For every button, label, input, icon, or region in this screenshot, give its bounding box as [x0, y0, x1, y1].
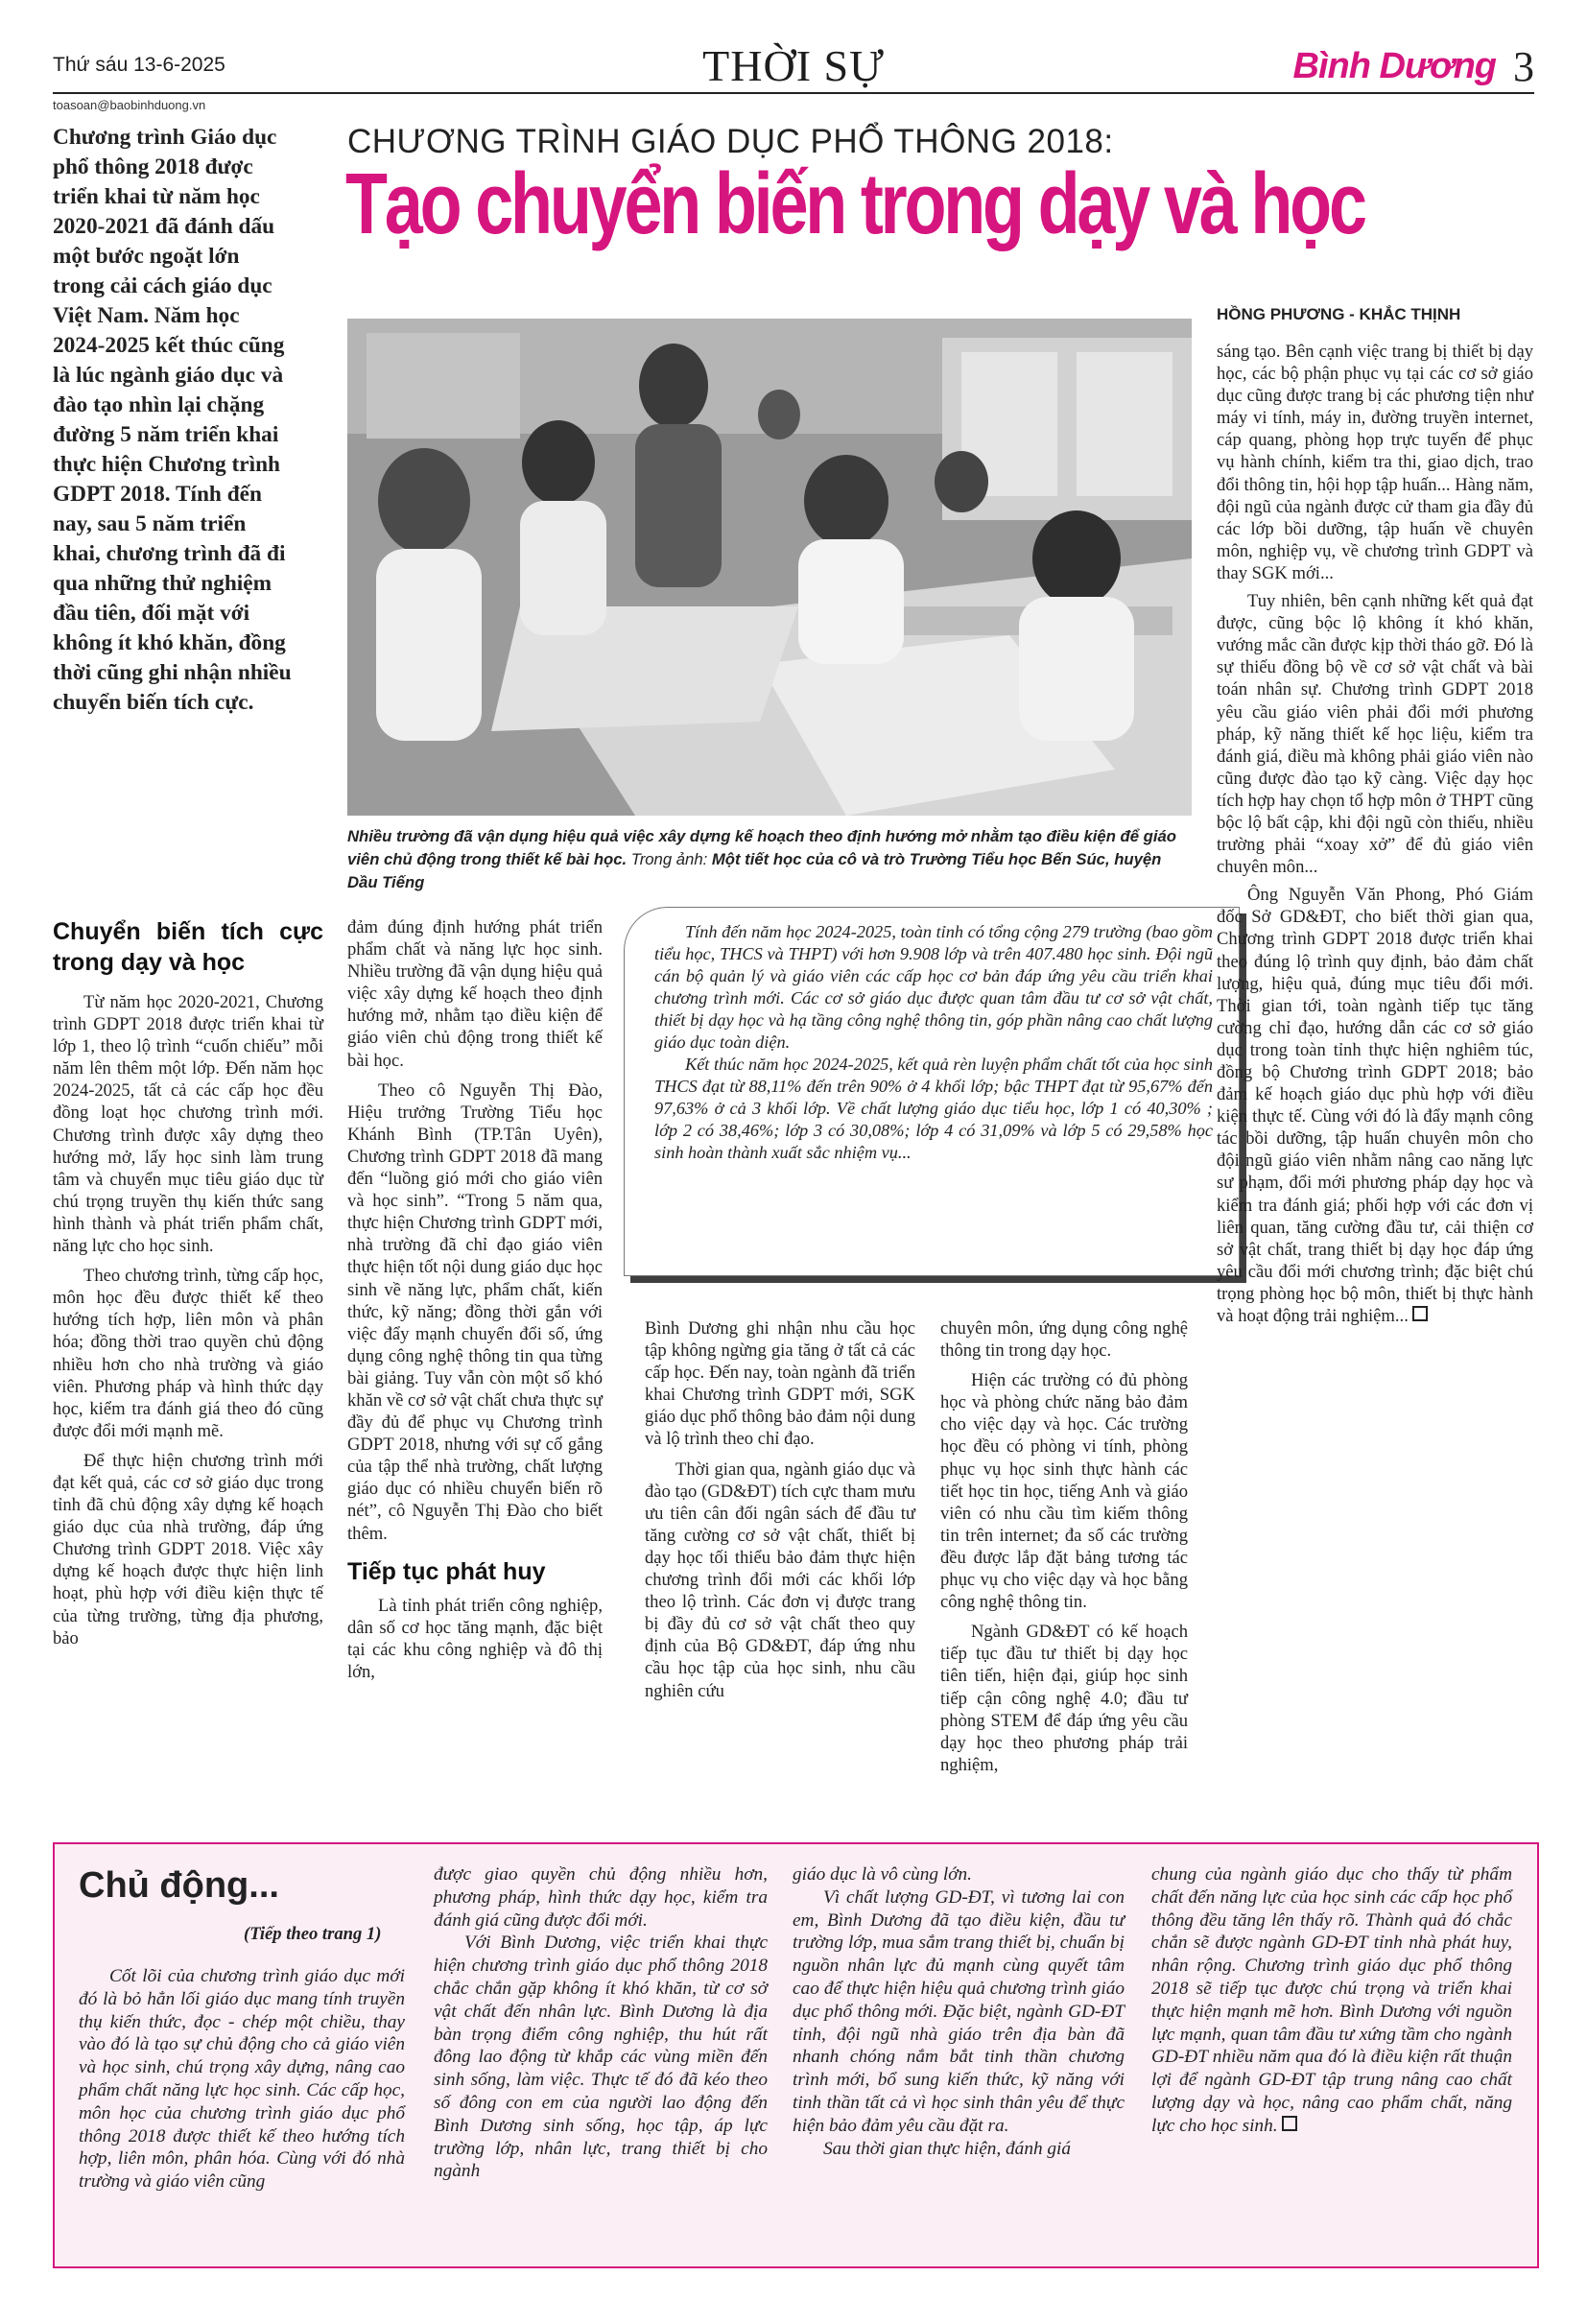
- paragraph: Tuy nhiên, bên cạnh những kết quả đạt được, cũng bộc lộ không ít khó khăn, vướng mắc cần được kịp thời tháo gỡ. Đó là sự thiếu đồng bộ về cơ sở vật chất và bài toán nhân sự. Chương trình GDPT 2018 yêu cầu giáo viên phải đổi mới phương pháp, kỹ năng thiết kế học liệu, kiểm tra đánh giá, điều mà không phải giáo viên nào cũng được đào tạo kỹ càng. Việc dạy học tích hợp hay chọn tổ hợp môn ở THPT cũng bộc lộ bất cập, khi đội ngũ còn thiếu, nhiều trường phải “xoay xở” để đủ giáo viên chuyên môn...: [1217, 591, 1533, 878]
- paragraph: được giao quyền chủ động nhiều hơn, phương pháp, hình thức dạy học, kiểm tra đánh giá cũng được đổi mới.: [434, 1864, 768, 1931]
- paragraph: Với Bình Dương, việc triển khai thực hiện chương trình giáo dục phổ thông 2018 chắc chắn gặp không ít khó khăn, từ cơ sở vật chất đến nhân lực. Bình Dương là địa bàn trọng điểm công nghiệp, thu hút rất đông lao động từ khắp các vùng miền đến sinh sống, làm việc. Thực tế đó đã kéo theo số đông con em của người lao động đến Bình Dương sinh sống, học tập, áp lực trường lớp, nhân lực, trang thiết bị cho ngành: [434, 1933, 768, 2182]
- column-1: [53, 916, 323, 1649]
- paragraph: Hiện các trường có đủ phòng học và phòng chức năng bảo đảm cho việc dạy và học. Các trường học đều có phòng vi tính, phòng phục vụ học sinh thực hành các tiết học tin học, tiếng Anh và giáo viên có nhu cầu tìm kiếm thông tin trên internet; đa số các trường đều được lắp đặt bảng tương tác phục vụ cho việc dạy và học bằng công nghệ thông tin.: [940, 1370, 1188, 1613]
- subhead-chuyen-bien: Chuyển biến tích cực trong dạy và học: [53, 918, 323, 976]
- factbox: [654, 921, 1213, 1164]
- paragraph: Để thực hiện chương trình mới đạt kết quả, các cơ sở giáo dục trong tỉnh đã chủ động xây dựng kế hoạch giáo dục của nhà trường, đáp ứng Chương trình GDPT 2018. Việc xây dựng kế hoạch được thực hiện linh hoạt, phù hợp với điều kiện thực tế của từng trường, từng địa phương, bảo: [53, 1450, 323, 1648]
- chu-dong-column-1: [79, 1965, 405, 2194]
- paragraph: giáo dục là vô cùng lớn.: [793, 1864, 973, 1885]
- paragraph: chuyên môn, ứng dụng công nghệ thông tin trong dạy học.: [940, 1318, 1188, 1362]
- end-mark-icon: [1412, 1306, 1428, 1321]
- paragraph: Sau thời gian thực hiện, đánh giá: [823, 2138, 1072, 2159]
- paragraph: Thời gian qua, ngành giáo dục và đào tạo (GD&ĐT) tích cực tham mưu ưu tiên cân đối ngân sách để đầu tư tăng cường cơ sở vật chất, thiết bị dạy học tối thiểu bảo đảm thực hiện chương trình đổi mới các khối lớp theo lộ trình. Các đơn vị được trang bị đầy đủ cơ sở vật chất theo quy định của Bộ GD&ĐT, đáp ứng nhu cầu học tập của học sinh, nhu cầu nghiên cứu: [645, 1458, 915, 1701]
- header-rule: [53, 92, 1534, 94]
- subhead-tiep-tuc: Tiếp tục phát huy: [347, 1557, 546, 1585]
- paragraph: Bình Dương ghi nhận nhu cầu học tập không ngừng gia tăng ở tất cả các cấp học. Đến nay, toàn ngành đã triển khai Chương trình GDPT mới, SGK giáo dục phổ thông bảo đảm nội dung và lộ trình theo chỉ đạo.: [645, 1318, 915, 1450]
- chu-dong-title: Chủ động...: [79, 1865, 279, 1906]
- paragraph: Theo cô Nguyễn Thị Đào, Hiệu trưởng Trường Tiểu học Khánh Bình (TP.Tân Uyên), Chương trình GDPT 2018 đã mang đến “luồng gió mới cho giáo viên và học sinh”. “Trong 5 năm qua, thực hiện Chương trình GDPT mới, nhà trường đã chỉ đạo giáo viên thực hiện tốt nội dung giáo dục học sinh về năng lực, phẩm chất, kiến thức, kỹ năng; đồng thời gắn với việc đẩy mạnh chuyển đổi số, ứng dụng công nghệ thông tin qua từng bài giảng. Tuy vẫn còn một số khó khăn về cơ sở vật chất chưa thực sự đầy đủ để phục vụ Chương trình GDPT 2018, nhưng với sự cố gắng của tập thể nhà trường, chất lượng giáo dục có nhiều chuyển biến rõ nét”, cô Nguyễn Thị Đào cho biết thêm.: [347, 1079, 603, 1544]
- column-5: [1217, 341, 1533, 1327]
- classroom-photo: [347, 319, 1192, 816]
- paragraph: đảm đúng định hướng phát triển phẩm chất và năng lực học sinh. Nhiều trường đã vận dụng hiệu quả việc xây dựng kế hoạch theo định hướng mở, nhằm tạo điều kiện để giáo viên chủ động trong thiết kế bài học.: [347, 917, 603, 1071]
- section-title: THỜI SỰ: [702, 41, 885, 90]
- paragraph: Ngành GD&ĐT có kế hoạch tiếp tục đầu tư thiết bị dạy học tiên tiến, hiện đại, giúp học sinh tiếp cận công nghệ 4.0; đầu tư phòng STEM để đáp ứng yêu cầu dạy học theo phương pháp trải nghiệm,: [940, 1622, 1188, 1775]
- factbox-paragraph: Kết thúc năm học 2024-2025, kết quả rèn luyện phẩm chất tốt của học sinh THCS đạt từ 88,11% đến trên 90% ở 4 khối lớp; bậc THPT đạt từ 95,67% đến 97,63% ở cả 3 khối lớp. Về chất lượng giáo dục tiểu học, lớp 1 có 40,30% ; lớp 2 có 38,46%; lớp 3 có 30,08%; lớp 4 có 31,09% và lớp 5 có 29,58% học sinh hoàn thành xuất sắc nhiệm vụ...: [654, 1055, 1213, 1162]
- brand-logo: Bình Dương: [1292, 46, 1496, 86]
- column-2: [347, 916, 603, 1683]
- article-lede: Chương trình Giáo dục phổ thông 2018 được triển khai từ năm học 2020-2021 đã đánh dấu một bước ngoặt lớn trong cải cách giáo dục Việt Nam. Năm học 2024-2025 kết thúc cũng là lúc ngành giáo dục và đào tạo nhìn lại chặng đường 5 năm triển khai thực hiện Chương trình GDPT 2018. Tính đến nay, sau 5 năm triển khai, chương trình đã đi qua những thử nghiệm đầu tiên, đối mặt với không ít khó khăn, đồng thời cũng ghi nhận nhiều chuyển biến tích cực.: [53, 125, 292, 715]
- paragraph: [1217, 884, 1533, 1327]
- paragraph: Vì chất lượng GD-ĐT, vì tương lai con em, Bình Dương đã tạo điều kiện, đầu tư trường lớp, mua sắm trang thiết bị, chuẩn bị nguồn nhân lực đủ mạnh cùng quyết tâm cao để thực hiện hiệu quả chương trình giáo dục phổ thông mới. Đặc biệt, ngành GD-ĐT tỉnh, đội ngũ nhà giáo trên địa bàn đã nhanh chóng nắm bắt tinh thần chương trình mới, bổ sung kiến thức, kỹ năng với tinh thần tất cả vì học sinh thân yêu để thực hiện bảo đảm yêu cầu đặt ra.: [793, 1886, 1125, 2136]
- factbox-paragraph: Tính đến năm học 2024-2025, toàn tỉnh có tổng cộng 279 trường (bao gồm tiểu học, THCS và THPT) với hơn 9.908 lớp và trên 407.480 học sinh. Đội ngũ cán bộ quản lý và giáo viên các cấp học cơ bản đáp ứng yêu cầu triển khai chương trình mới. Các cơ sở giáo dục được quan tâm đầu tư cơ sở vật chất, thiết bị dạy học và hạ tầng công nghệ thông tin, góp phần nâng cao chất lượng giáo dục toàn diện.: [654, 922, 1213, 1052]
- page-number: 3: [1513, 43, 1534, 90]
- chu-dong-column-4: [1151, 1863, 1512, 2138]
- column-3: [645, 1317, 915, 1702]
- paragraph-text: Ông Nguyễn Văn Phong, Phó Giám đốc Sở GD&ĐT, cho biết thời gian qua, Chương trình GDPT 2018 được triển khai theo đúng lộ trình quy định, bảo đảm chất lượng, hiệu quả, đúng mục tiêu đổi mới. Thời gian tới, toàn ngành tiếp tục tăng cường chỉ đạo, hướng dẫn các cơ sở giáo dục trong toàn tỉnh thực hiện nghiêm túc, đồng bộ Chương trình GDPT 2018; bảo đảm kế hoạch giáo dục phù hợp với điều kiện thực tế. Cùng với đó là đẩy mạnh công tác bồi dưỡng, tập huấn chuyên môn cho đội ngũ giáo viên nhằm nâng cao năng lực sư phạm, đổi mới phương pháp dạy học và kiểm tra đánh giá; phối hợp với các đơn vị liên quan, tăng cường đầu tư, cải thiện cơ sở vật chất, trang thiết bị dạy học đáp ứng yêu cầu đổi mới chương trình; đặc biệt chú trọng phòng học bộ môn, thiết bị thực hành và hoạt động trải nghiệm...: [1217, 885, 1533, 1327]
- continued-note[interactable]: (Tiếp theo trang 1): [244, 1924, 382, 1944]
- paragraph: sáng tạo. Bên cạnh việc trang bị thiết bị dạy học, các bộ phận phục vụ tại các cơ sở giáo dục cũng được trang bị các phương tiện như máy vi tính, máy in, đường truyền internet, cáp quang, phòng họp trực tuyến để phục vụ hành chính, kiểm tra thi, giao dịch, trao đổi thông tin, hội họp tập huấn... Hàng năm, đội ngũ của ngành được cử tham gia đầy đủ các lớp bồi dưỡng, tập huấn về chuyên môn, nghiệp vụ, về chương trình GDPT và thay SGK mới...: [1217, 342, 1533, 583]
- photo-caption: [347, 825, 1192, 894]
- article-kicker: CHƯƠNG TRÌNH GIÁO DỤC PHỔ THÔNG 2018:: [347, 123, 1114, 160]
- chu-dong-column-2: [434, 1863, 768, 2183]
- paragraph: Là tỉnh phát triển công nghiệp, dân số cơ học tăng mạnh, đặc biệt tại các khu công nghiệp và đô thị lớn,: [347, 1595, 603, 1682]
- caption-prefix: Trong ảnh:: [630, 850, 708, 868]
- article-headline: Tạo chuyển biến trong dạy và học: [345, 156, 1364, 252]
- column-4: [940, 1317, 1188, 1776]
- paragraph: Cốt lõi của chương trình giáo dục mới đó là bỏ hẳn lối giáo dục mang tính truyền thụ kiến thức, đọc - chép một chiều, thay vào đó là tạo sự chủ động cho cả giáo viên và học sinh, chú trọng xây dựng, nâng cao phẩm chất năng lực học sinh. Các cấp học, môn học của chương trình giáo dục phổ thông 2018 được thiết kế theo hướng tích hợp, liên môn, phân hóa. Cùng với đó nhà trường và giáo viên cũng: [79, 1966, 405, 2193]
- contact-email[interactable]: toasoan@baobinhduong.vn: [53, 98, 206, 112]
- paragraph-text: chung của ngành giáo dục cho thấy từ phẩm chất đến năng lực của học sinh các cấp học phổ thông đều tăng lên thấy rõ. Thành quả đó chắc chắn sẽ được ngành GD-ĐT tỉnh nhà phát huy, nhân rộng. Chương trình giáo dục phổ thông 2018 sẽ tiếp tục được chú trọng và triển khai thực hiện mạnh mẽ hơn. Bình Dương với nguồn lực mạnh, quan tâm đầu tư xứng tầm cho ngành GD-ĐT nhiều năm qua đó là điều kiện rất thuận lợi để ngành GD-ĐT tập trung nâng cao chất lượng dạy và học, nâng cao phẩm chất, năng lực cho học sinh.: [1151, 1864, 1512, 2136]
- caption-detail: Một tiết học của cô và trò Trường Tiểu học Bến Súc, huyện Dầu Tiếng: [347, 850, 1162, 891]
- paragraph: Từ năm học 2020-2021, Chương trình GDPT 2018 được triển khai từ lớp 1, theo lộ trình “cuốn chiếu” mỗi năm lên thêm một lớp. Đến năm học 2024-2025, tất cả các cấp học đều đồng loạt học chương trình mới. Chương trình được xây dựng theo hướng mở, lấy học sinh làm trung tâm và chuyển mục tiêu giáo dục từ chú trọng truyền thụ kiến thức sang hình thành và phát triển phẩm chất, năng lực cho học sinh.: [53, 992, 323, 1257]
- issue-date: Thứ sáu 13-6-2025: [53, 54, 225, 76]
- paragraph: [1151, 1863, 1512, 2138]
- end-mark-icon: [1282, 2116, 1297, 2131]
- caption-main: Nhiều trường đã vận dụng hiệu quả việc xây dựng kế hoạch theo định hướng mở nhằm tạo điều kiện để giáo viên chủ động trong thiết kế bài học.: [347, 827, 1176, 868]
- article-byline: HỒNG PHƯƠNG - KHẮC THỊNH: [1217, 305, 1461, 323]
- paragraph: Theo chương trình, từng cấp học, môn học đều được thiết kế theo hướng tích hợp, liên môn và phân hóa; đồng thời trao quyền chủ động nhiều hơn cho nhà trường và giáo viên. Phương pháp và hình thức dạy học, kiểm tra đánh giá theo đó cũng được đổi mới mạnh mẽ.: [53, 1266, 323, 1441]
- chu-dong-column-3: [793, 1863, 1125, 2160]
